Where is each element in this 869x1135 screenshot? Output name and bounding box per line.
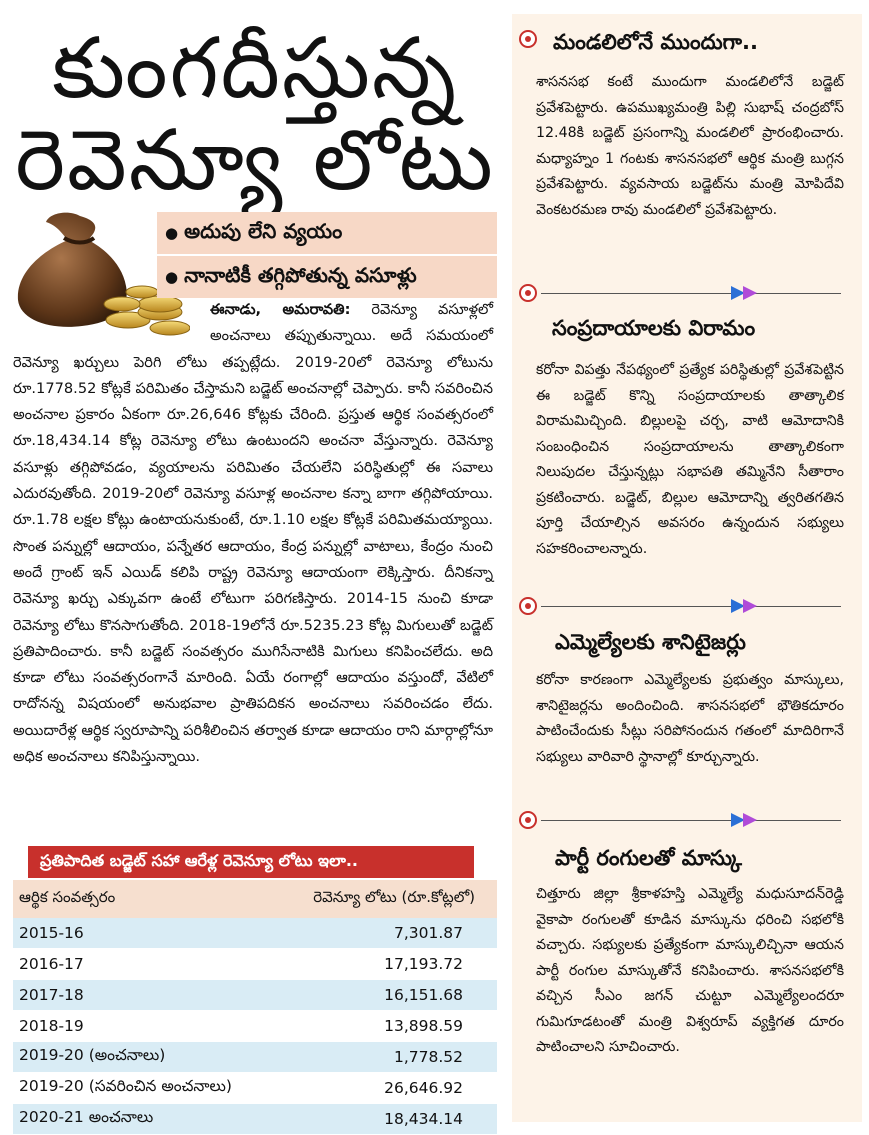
row-year: 2019-20 (సవరించిన అంచనాలు) — [19, 1077, 232, 1095]
section-divider — [519, 596, 859, 616]
subhead-1-text: అదుపు లేని వ్యయం — [184, 218, 343, 243]
header-deficit: రెవెన్యూ లోటు (రూ.కోట్లలో) — [313, 888, 475, 906]
header-year: ఆర్థిక సంవత్సరం — [19, 888, 116, 906]
section-text-3: కరోనా కారణంగా ఎమ్మెల్యేలకు ప్రభుత్వం మాస్కులు, శానిటైజర్లను అందించింది. శాసనసభలో భౌతికదూరం పాటించేందుకు సీట్లు సరిపోనందున గతంలో మాదిరిగానే సభ్యులు వారివారి స్థానాల్లో కూర్చున్నారు. — [536, 672, 844, 765]
subhead-2 — [157, 256, 497, 298]
table-row — [13, 980, 497, 1011]
row-year: 2018-19 — [19, 1017, 84, 1035]
table-row — [13, 1073, 497, 1104]
row-value: 18,434.14 — [384, 1110, 463, 1128]
section-divider — [519, 283, 859, 303]
section-text-1: శాసనసభ కంటే ముందుగా మండలిలోనే బడ్జెట్ ప్రవేశపెట్టారు. ఉపముఖ్యమంత్రి పిల్లి సుభాష్ చంద్రబోస్ 12.48కి బడ్జెట్ ప్రసంగాన్ని మండలిలో ప్రారంభించారు. మధ్యాహ్నం 1 గంటకు శాసనసభలో ఆర్థిక మంత్రి బుగ్గన ప్రవేశపెట్టారు. వ్యవసాయ బడ్జెట్‌ను మంత్రి మోపిదేవి వెంకటరమణ రావు మండలిలో ప్రవేశపెట్టారు. — [536, 74, 844, 218]
headline-line-2: రెవెన్యూ లోటు — [15, 111, 495, 209]
row-value: 13,898.59 — [384, 1017, 463, 1035]
table-row — [13, 949, 497, 980]
bullet-target-icon — [519, 284, 537, 302]
bullet-dot-icon: ● — [165, 268, 179, 286]
dateline: ఈనాడు, అమరావతి: — [210, 301, 351, 318]
bullet-dot-icon: ● — [165, 224, 179, 242]
row-value: 26,646.92 — [384, 1079, 463, 1097]
row-value: 16,151.68 — [384, 986, 463, 1004]
divider-line — [541, 606, 841, 607]
double-arrow-icon — [731, 599, 771, 613]
table-title: ప్రతిపాదిత బడ్జెట్ సహా ఆరేళ్ల రెవెన్యూ లోటు ఇలా.. — [28, 846, 474, 878]
subhead-1 — [157, 212, 497, 254]
row-year: 2015-16 — [19, 924, 84, 942]
section-title-2: సంప్రదాయాలకు విరామం — [552, 316, 756, 340]
table-row — [13, 918, 497, 949]
row-year: 2019-20 (అంచనాలు) — [19, 1046, 166, 1064]
article-body — [13, 297, 493, 770]
divider-line — [541, 293, 841, 294]
article-text: రెవెన్యూ వసూళ్లలో అంచనాలు తప్పుతున్నాయి. అదే సమయంలో రెవెన్యూ ఖర్చులు పెరిగి లోటు తప్పట్లేదు. 2019-20లో రెవెన్యూ లోటును రూ.1778.52 కోట్లకే పరిమితం చేస్తామని బడ్జెట్ అంచనాల్లో చెప్పారు. కానీ సవరించిన అంచనాల ప్రకారం ఏకంగా రూ.26,646 కోట్లకు చేరింది. ప్రస్తుత ఆర్థిక సంవత్సరంలో రూ.18,434.14 కోట్ల రెవెన్యూ లోటు ఉంటుందని అంచనా వేస్తున్నారు. రెవెన్యూ వసూళ్లు తగ్గిపోవడం, వ్యయాలను పరిమితం చేయలేని పరిస్థితుల్లో ఈ సవాలు ఎదురవుతోంది. 2019-20లో రెవెన్యూ వసూళ్ల అంచనాల కన్నా బాగా తగ్గిపోయాయి. రూ.1.78 లక్షల కోట్లు ఉంటాయనుకుంటే, రూ.1.10 లక్షల కోట్లకే పరిమితమయ్యాయి. సొంత పన్నుల్లో ఆదాయం, పన్నేతర ఆదాయం, కేంద్ర పన్నుల్లో వాటాలు, కేంద్రం నుంచి అందే గ్రాంట్ ఇన్ ఎయిడ్ కలిపి రాష్ట్ర రెవెన్యూ ఆదాయంగా లెక్కిస్తారు. దీనికన్నా రెవెన్యూ ఖర్చు ఎక్కువగా ఉంటే లోటుగా పరిగణిస్తారు. 2014-15 నుంచి కూడా రెవెన్యూ లోటు కొనసాగుతోంది. 2018-19లోనే రూ.5235.23 కోట్ల మిగులుతో బడ్జెట్ ప్రతిపాదించారు. కానీ బడ్జెట్ సంవత్సరం ముగిసేనాటికి మిగులు కనిపించలేదు. అది కూడా లోటు సంవత్సరంగానే మారింది. ఏయే రంగాల్లో ఆదాయం వస్తుందో, వేటిలో రాదోనన్న విషయంలో అనుభవాల ప్రాతిపదికన అంచనాలు సవరించడం లేదు. అయిదారేళ్ల ఆర్థిక స్వరూపాన్ని పరిశీలించిన తర్వాత కూడా ఆదాయం రాని మార్గాల్లోనూ అధిక అంచనాలు కనిపిస్తున్నాయి. — [13, 301, 493, 766]
section-title-4: పార్టీ రంగులతో మాస్కు — [555, 846, 742, 870]
table-row — [13, 1011, 497, 1042]
bullet-target-icon — [519, 811, 537, 829]
divider-line — [541, 820, 841, 821]
row-year: 2017-18 — [19, 986, 84, 1004]
section-title-1: మండలిలోనే ముందుగా.. — [553, 30, 758, 54]
section-text-4: చిత్తూరు జిల్లా శ్రీకాళహస్తి ఎమ్మెల్యే మధుసూదన్‌రెడ్డి వైకాపా రంగులతో కూడిన మాస్కును ధరించి సభలోకి వచ్చారు. సభ్యులకు ప్రత్యేకంగా మాస్కులిచ్చినా ఆయన పార్టీ రంగుల మాస్కుతోనే కనిపించారు. శాసనసభలోకి వచ్చిన సీఎం జగన్ చుట్టూ ఎమ్మెల్యేలందరూ గుమిగూడటంతో మంత్రి విశ్వరూప్ వ్యక్తిగత దూరం పాటించాలని సూచించారు. — [536, 886, 844, 1055]
row-value: 1,778.52 — [393, 1048, 463, 1066]
section-title-3: ఎమ్మెల్యేలకు శానిటైజర్లు — [555, 630, 746, 654]
table-row — [13, 1104, 497, 1135]
headline-line-1: కుంగదీస్తున్న — [52, 19, 458, 117]
section-text-2: కరోనా విపత్తు నేపథ్యంలో ప్రత్యేక పరిస్థితుల్లో ప్రవేశపెట్టిన ఈ బడ్జెట్ కొన్ని సంప్రదాయాలకు తాత్కాలిక విరామమిచ్చింది. బిల్లులపై చర్చ, వాటి ఆమోదానికి సంబంధించిన సంప్రదాయాలను తాత్కాలికంగా నిలుపుదల చేస్తున్నట్లు సభాపతి తమ్మినేని సీతారాం ప్రకటించారు. బడ్జెట్, బిల్లుల ఆమోదాన్ని త్వరితగతిన పూర్తి చేయాల్సిన అవసరం ఉన్నందున సభ్యులు సహకరించాలన్నారు. — [536, 362, 844, 557]
subhead-2-text: నానాటికీ తగ్గిపోతున్న వసూళ్లు — [184, 262, 417, 287]
double-arrow-icon — [731, 286, 771, 300]
deficit-table — [13, 880, 497, 1135]
row-year: 2016-17 — [19, 955, 84, 973]
section-divider — [519, 810, 859, 830]
bullet-target-icon — [519, 30, 537, 48]
table-row — [13, 1042, 497, 1073]
row-value: 17,193.72 — [384, 955, 463, 973]
row-year: 2020-21 అంచనాలు — [19, 1108, 154, 1126]
row-value: 7,301.87 — [393, 924, 463, 942]
bullet-target-icon — [519, 597, 537, 615]
table-header — [13, 880, 497, 918]
double-arrow-icon — [731, 813, 771, 827]
